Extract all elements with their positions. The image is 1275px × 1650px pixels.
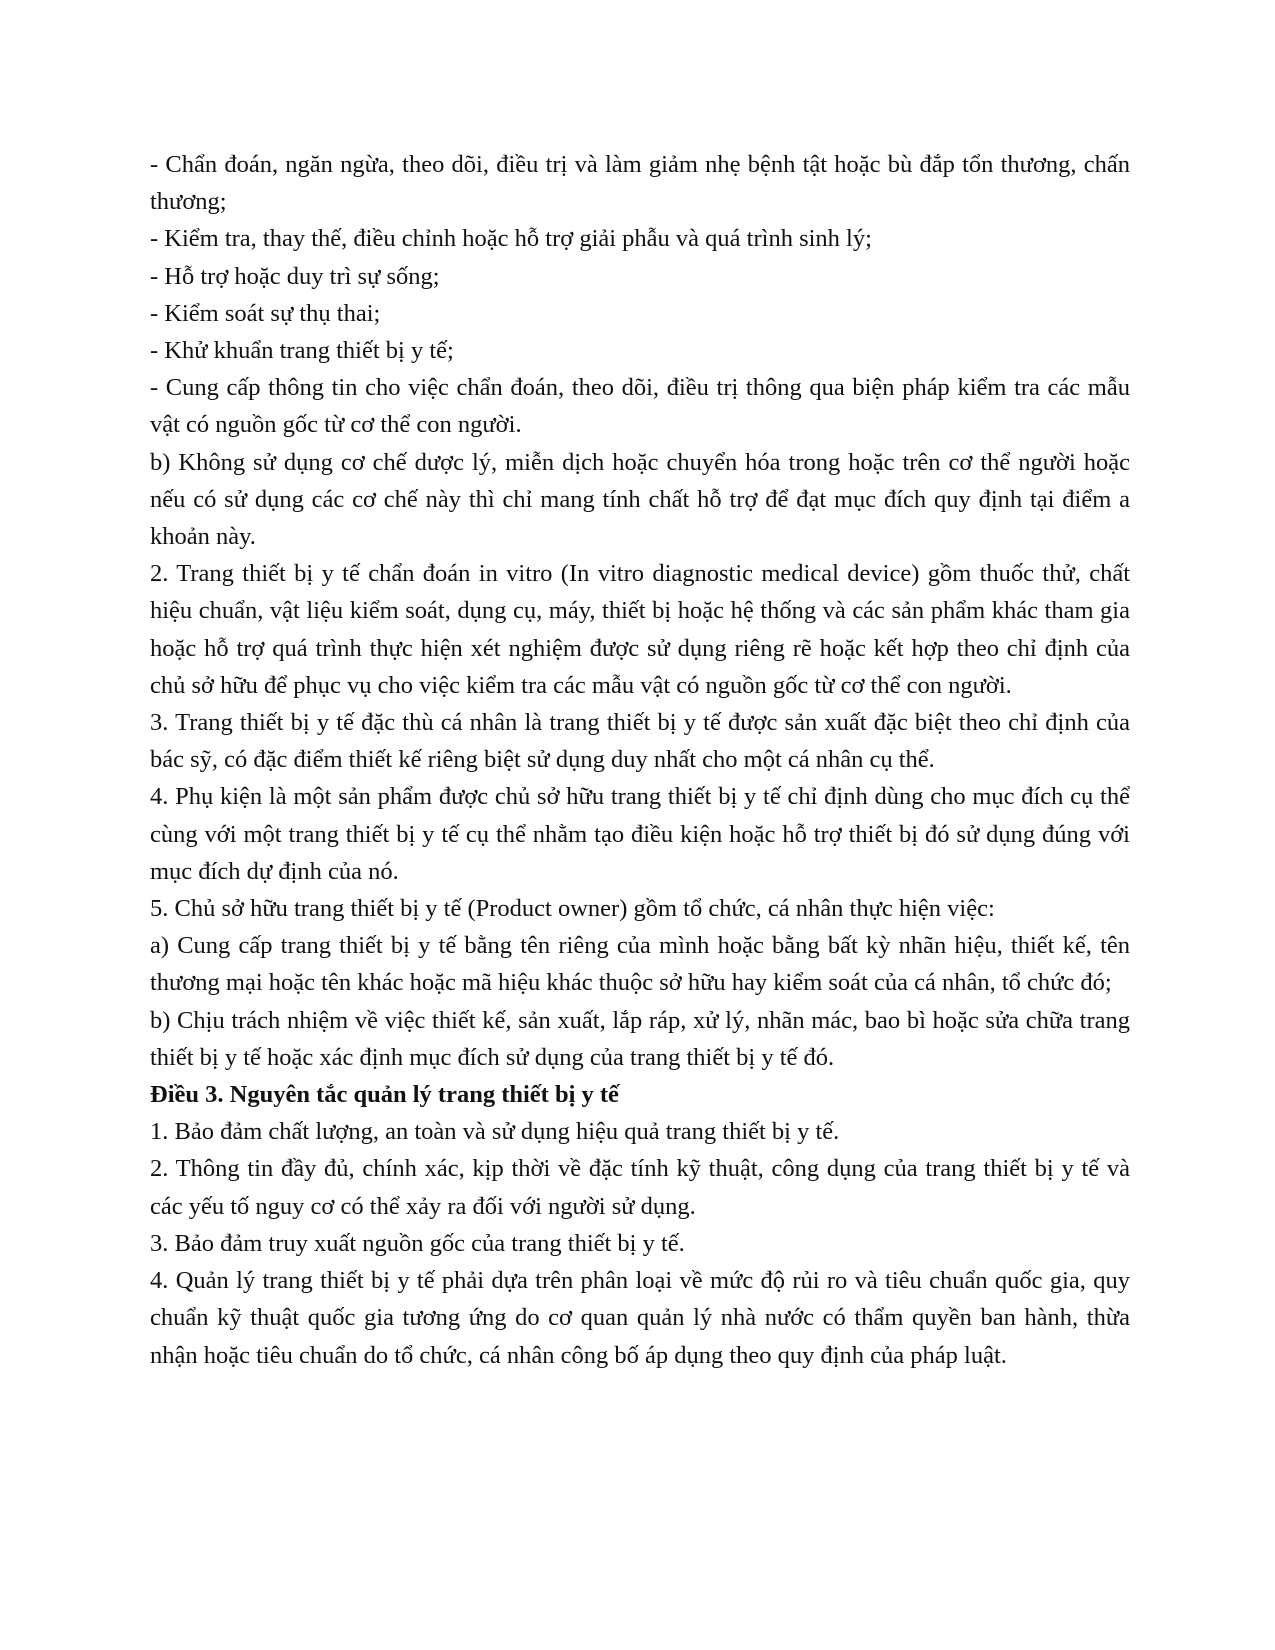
paragraph: 4. Phụ kiện là một sản phẩm được chủ sở hữu trang thiết bị y tế chỉ định dùng cho mục đích cụ thể cùng với một trang thiết bị y tế cụ thể nhằm tạo điều kiện hoặc hỗ trợ thiết bị đó sử dụng đúng với mục đích dự định của nó. xyxy=(150,783,1130,885)
paragraph: 2. Trang thiết bị y tế chẩn đoán in vitro (In vitro diagnostic medical device) gồm thuốc thử, chất hiệu chuẩn, vật liệu kiểm soát, dụng cụ, máy, thiết bị hoặc hệ thống và các sản phẩm khác tham gia hoặc hỗ trợ quá trình thực hiện xét nghiệm được sử dụng riêng rẽ hoặc kết hợp theo chỉ định của chủ sở hữu để phục vụ cho việc kiểm tra các mẫu vật có nguồn gốc từ cơ thể con người. xyxy=(150,560,1130,699)
list-item: - Hỗ trợ hoặc duy trì sự sống; xyxy=(150,262,440,290)
list-item: - Kiểm tra, thay thế, điều chỉnh hoặc hỗ trợ giải phẫu và quá trình sinh lý; xyxy=(150,225,872,253)
list-item: - Chẩn đoán, ngăn ngừa, theo dõi, điều trị và làm giảm nhẹ bệnh tật hoặc bù đắp tổn thương, chấn thương; xyxy=(150,151,1130,216)
list-item: - Cung cấp thông tin cho việc chẩn đoán, theo dõi, điều trị thông qua biện pháp kiểm tra các mẫu vật có nguồn gốc từ cơ thể con người. xyxy=(150,374,1130,439)
article-item: 3. Bảo đảm truy xuất nguồn gốc của trang thiết bị y tế. xyxy=(150,1229,685,1257)
article-item: 1. Bảo đảm chất lượng, an toàn và sử dụng hiệu quả trang thiết bị y tế. xyxy=(150,1118,840,1146)
list-item: - Kiểm soát sự thụ thai; xyxy=(150,299,381,327)
document-page xyxy=(150,146,1130,1374)
list-item: - Khử khuẩn trang thiết bị y tế; xyxy=(150,337,454,365)
article-heading: Điều 3. Nguyên tắc quản lý trang thiết bị y tế xyxy=(150,1081,619,1109)
article-item: 4. Quản lý trang thiết bị y tế phải dựa trên phân loại về mức độ rủi ro và tiêu chuẩn quốc gia, quy chuẩn kỹ thuật quốc gia tương ứng do cơ quan quản lý nhà nước có thẩm quyền ban hành, thừa nhận hoặc tiêu chuẩn do tổ chức, cá nhân công bố áp dụng theo quy định của pháp luật. xyxy=(150,1267,1130,1369)
article-item: 2. Thông tin đầy đủ, chính xác, kịp thời về đặc tính kỹ thuật, công dụng của trang thiết bị y tế và các yếu tố nguy cơ có thể xảy ra đối với người sử dụng. xyxy=(150,1155,1130,1220)
paragraph: b) Chịu trách nhiệm về việc thiết kế, sản xuất, lắp ráp, xử lý, nhãn mác, bao bì hoặc sửa chữa trang thiết bị y tế hoặc xác định mục đích sử dụng của trang thiết bị y tế đó. xyxy=(150,1006,1130,1071)
paragraph: 3. Trang thiết bị y tế đặc thù cá nhân là trang thiết bị y tế được sản xuất đặc biệt theo chỉ định của bác sỹ, có đặc điểm thiết kế riêng biệt sử dụng duy nhất cho một cá nhân cụ thể. xyxy=(150,709,1130,774)
paragraph: b) Không sử dụng cơ chế dược lý, miễn dịch hoặc chuyển hóa trong hoặc trên cơ thể người hoặc nếu có sử dụng các cơ chế này thì chỉ mang tính chất hỗ trợ để đạt mục đích quy định tại điểm a khoản này. xyxy=(150,448,1130,551)
paragraph: a) Cung cấp trang thiết bị y tế bằng tên riêng của mình hoặc bằng bất kỳ nhãn hiệu, thiết kế, tên thương mại hoặc tên khác hoặc mã hiệu khác thuộc sở hữu hay kiểm soát của cá nhân, tổ chức đó; xyxy=(150,932,1130,997)
paragraph: 5. Chủ sở hữu trang thiết bị y tế (Product owner) gồm tổ chức, cá nhân thực hiện việc: xyxy=(150,895,995,923)
